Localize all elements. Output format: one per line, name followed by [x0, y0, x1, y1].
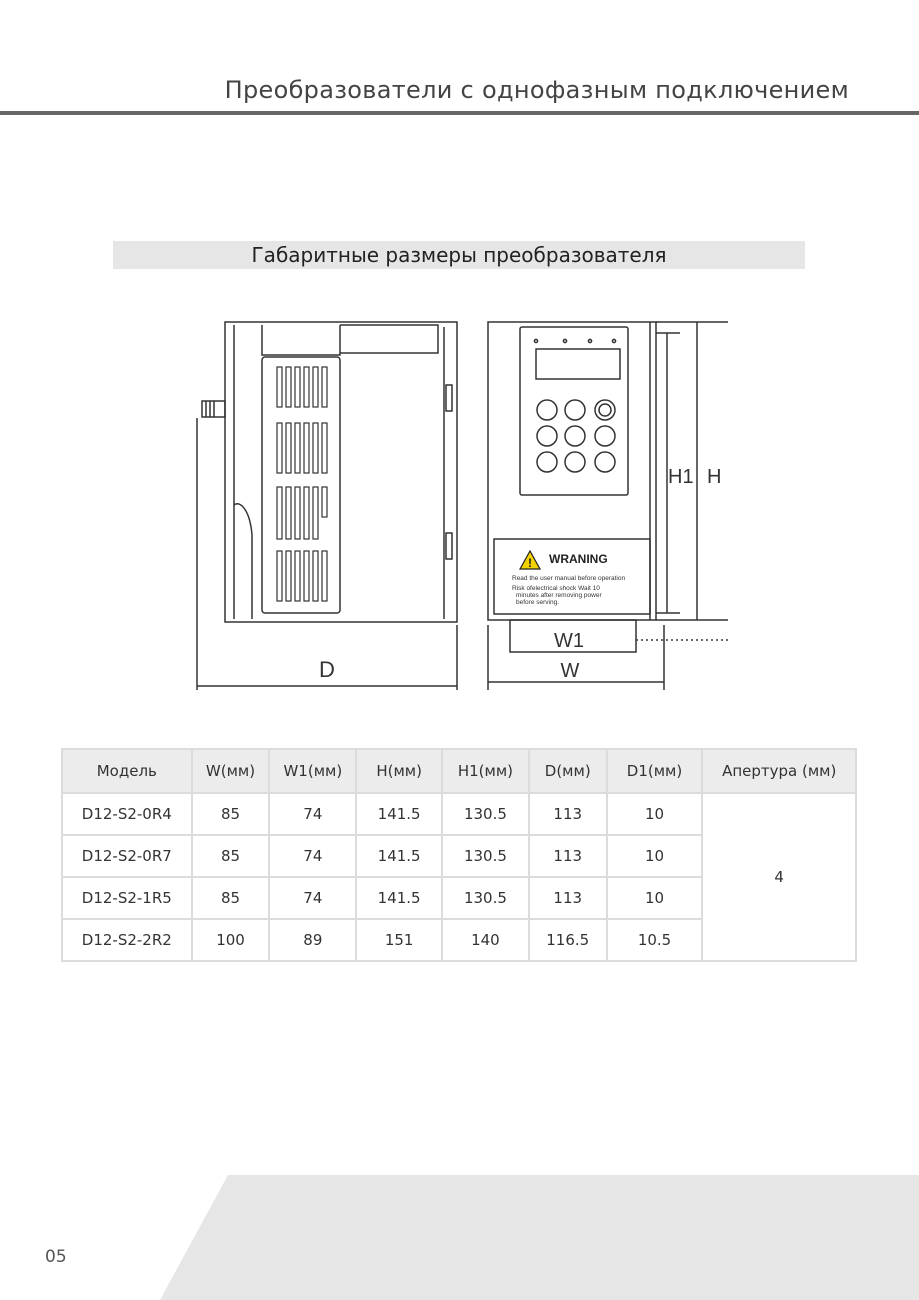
table-cell: 113 [529, 793, 607, 835]
column-header: H(мм) [356, 749, 442, 793]
column-header: Модель [62, 749, 192, 793]
column-header: H1(мм) [442, 749, 529, 793]
front-view [488, 322, 728, 690]
table-cell: 89 [269, 919, 356, 961]
table-cell: 116.5 [529, 919, 607, 961]
header-title: Преобразователи с однофазным подключением [224, 76, 849, 104]
table-row [62, 793, 856, 835]
table-cell: 141.5 [356, 835, 442, 877]
warning-line-2: Risk ofelectrical shock Wait 10 [512, 585, 600, 592]
table-cell: 151 [356, 919, 442, 961]
table-cell: 10 [607, 793, 703, 835]
table-cell: 74 [269, 835, 356, 877]
table-cell: 130.5 [442, 877, 529, 919]
table-cell: 85 [192, 793, 270, 835]
table-cell: D12-S2-1R5 [62, 877, 192, 919]
section-bar [113, 241, 805, 269]
dimension-label-h1: H1 [668, 466, 694, 488]
table-cell: 113 [529, 835, 607, 877]
warning-line-4: before serving. [516, 599, 559, 606]
dimension-drawing [180, 305, 740, 705]
footer-band [0, 1175, 919, 1300]
svg-text:!: ! [528, 556, 532, 570]
column-header: W(мм) [192, 749, 270, 793]
header-rule [0, 111, 919, 115]
dimension-label-h: H [707, 466, 722, 488]
column-header: Апертура (мм) [702, 749, 856, 793]
table-cell: 10 [607, 835, 703, 877]
dimensions-table [61, 748, 857, 962]
dimension-label-w: W [560, 660, 580, 682]
table-cell: D12-S2-0R4 [62, 793, 192, 835]
dimension-label-d: D [319, 657, 335, 682]
column-header: D(мм) [529, 749, 607, 793]
warning-line-1: Read the user manual before operation [512, 575, 626, 582]
table-cell: 85 [192, 877, 270, 919]
table-cell: 10.5 [607, 919, 703, 961]
table-cell: 100 [192, 919, 270, 961]
table-header-row [62, 749, 856, 793]
dimension-label-w1: W1 [554, 630, 584, 652]
table-cell: 10 [607, 877, 703, 919]
warning-label [512, 551, 625, 606]
table-cell: D12-S2-0R7 [62, 835, 192, 877]
table-cell: 113 [529, 877, 607, 919]
page-number: 05 [45, 1247, 67, 1267]
table-cell: 85 [192, 835, 270, 877]
table-cell: D12-S2-2R2 [62, 919, 192, 961]
table-cell: 74 [269, 877, 356, 919]
side-view [197, 322, 457, 690]
aperture-cell: 4 [702, 793, 856, 961]
column-header: W1(мм) [269, 749, 356, 793]
column-header: D1(мм) [607, 749, 703, 793]
table-cell: 130.5 [442, 793, 529, 835]
table-cell: 130.5 [442, 835, 529, 877]
warning-line-3: minutes after removing power [516, 592, 602, 599]
table-cell: 74 [269, 793, 356, 835]
warning-title: WRANING [549, 552, 608, 566]
table-cell: 141.5 [356, 793, 442, 835]
table-cell: 140 [442, 919, 529, 961]
table-cell: 141.5 [356, 877, 442, 919]
section-title: Габаритные размеры преобразователя [251, 243, 667, 267]
